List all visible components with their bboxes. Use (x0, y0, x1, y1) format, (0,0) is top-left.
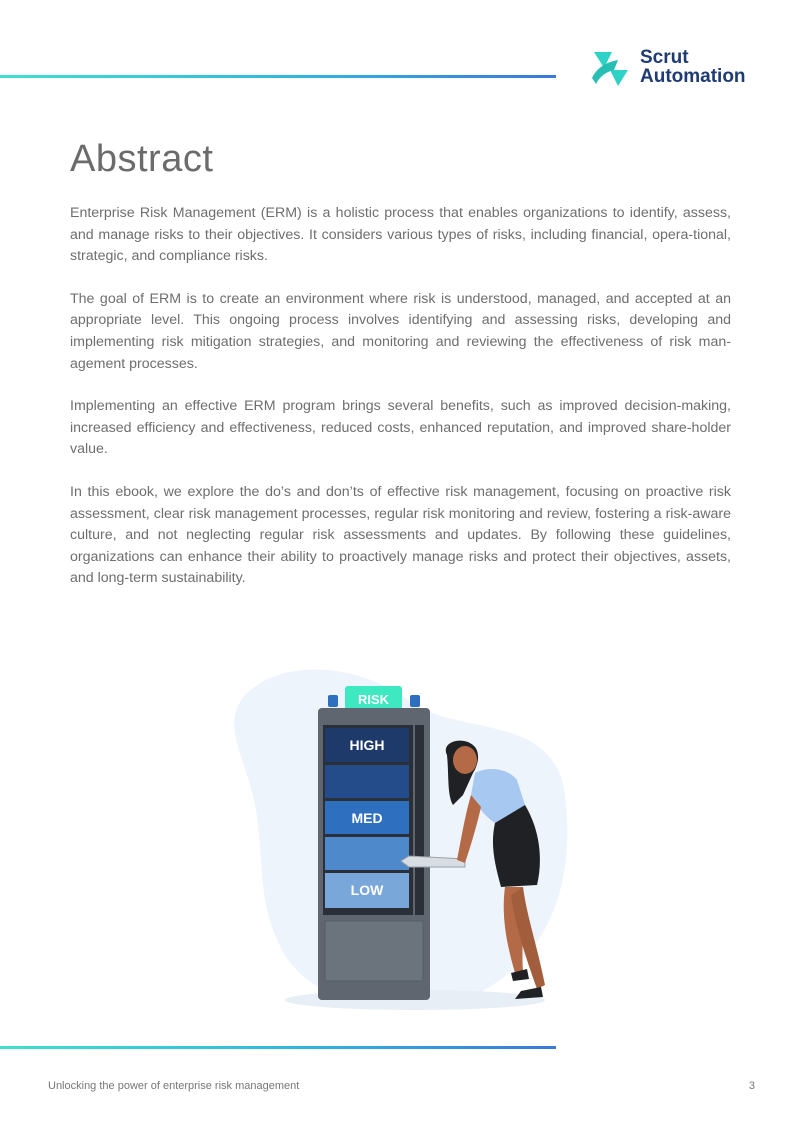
level-high-2 (325, 765, 409, 798)
level-high-label: HIGH (349, 737, 385, 753)
header-divider (0, 75, 556, 78)
logo-line-2: Automation (640, 66, 746, 87)
risk-meter-illustration (225, 655, 575, 1020)
slider-track (415, 725, 424, 915)
paragraph-3: Implementing an effective ERM program brings several benefits, such as improved decision-making, increased efficiency and effectiveness, reduced costs, enhanced reputation, and improved share-holder value. (70, 398, 731, 458)
paragraph-4: In this ebook, we explore the do’s and don’ts of effective risk management, focusing on proactive risk assessment, clear risk management processes, regular risk monitoring and review, fostering a risk-aware culture, and not neglecting regular risk assessments and updates. By following these guidelines, organizations can enhance their ability to proactively manage risks and protect their objectives, assets, and long-term sustainability. (70, 483, 731, 587)
footer-title: Unlocking the power of enterprise risk management (48, 1080, 300, 1092)
paragraph-1: Enterprise Risk Management (ERM) is a holistic process that enables organizations to identify, assess, and manage risks to their objectives. It considers various types of risks, including financial, opera-tional, strategic, and compliance risks. (70, 205, 731, 265)
scrut-logo-icon (590, 48, 632, 88)
level-low-label: LOW (350, 882, 384, 898)
level-med-label: MED (351, 810, 383, 826)
left-light-icon (328, 695, 338, 707)
woman-shoe-back (515, 987, 543, 999)
logo-wordmark (640, 48, 746, 86)
logo-line-1: Scrut (640, 47, 689, 68)
woman-face (453, 746, 477, 774)
scrut-logo (590, 46, 760, 90)
woman-shoe-front (511, 969, 529, 981)
paragraph-2: The goal of ERM is to create an environment where risk is understood, managed, and accepted at an appropriate level. This ongoing process involves identifying and assessing risks, developing and implementing risk mitigation strategies, and monitoring and reviewing the effectiveness of risk man-agement processes. (70, 290, 731, 372)
level-med-2 (325, 837, 409, 870)
abstract-body (70, 203, 731, 611)
page-number: 3 (748, 1080, 755, 1092)
page-title: Abstract (70, 138, 214, 180)
right-light-icon (410, 695, 420, 707)
risk-sign-label: RISK (357, 692, 390, 707)
cabinet-lower-panel (325, 921, 423, 981)
footer-divider (0, 1046, 556, 1049)
